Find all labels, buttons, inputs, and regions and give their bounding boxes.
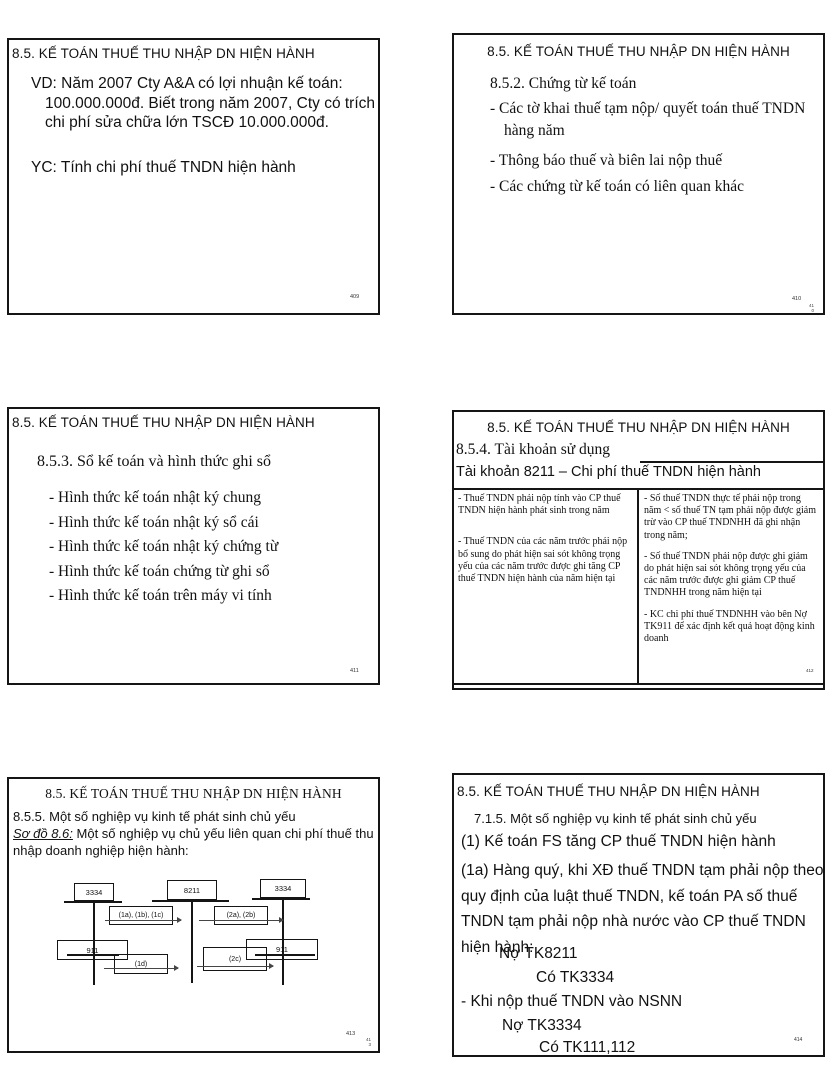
page-overlay-bottom: 0: [811, 308, 814, 313]
bullet-item: - Hình thức kế toán nhật ký chung: [49, 489, 262, 506]
slide-5-page-number-overlay: [361, 1037, 371, 1047]
slide-6-page-number: 414: [794, 1037, 803, 1043]
account-box-3334-right: 3334: [260, 879, 306, 898]
bullet-item: - Các tờ khai thuế tạm nộp/ quyết toán thuế TNDN hàng năm: [490, 100, 806, 139]
bullet-item: - Hình thức kế toán nhật ký chứng từ: [49, 538, 279, 555]
flow-arrow-1d: [104, 968, 178, 969]
slide-4: [452, 410, 825, 690]
t-line-911-left: [67, 954, 119, 956]
journal-credit-111-112: Có TK111,112: [539, 1039, 636, 1056]
slide-1: [7, 38, 380, 315]
flow-label-1d: (1d): [114, 954, 168, 974]
slide-2: [452, 33, 825, 315]
arrowhead-icon: [269, 963, 274, 969]
flow-label-2ab: (2a), (2b): [214, 906, 268, 925]
slide-4-title: 8.5. KẾ TOÁN THUẾ THU NHẬP DN HIỆN HÀNH: [487, 420, 790, 435]
table-header-rule: [454, 488, 823, 490]
slide-4-heading-account-8211: Tài khoản 8211 – Chi phí thuế TNDN hiện hành: [456, 464, 761, 480]
bullet-item: - Thông báo thuế và biên lai nộp thuế: [490, 152, 723, 169]
table-cell-debit: [458, 493, 632, 604]
journal-debit-8211: Nợ TK8211: [499, 945, 578, 962]
table-cell-paragraph: - Thuế TNDN phải nộp tính vào CP thuế TNDN hiện hành phát sinh trong năm: [458, 493, 621, 517]
table-top-rule-right: [640, 461, 823, 463]
bullet-item: - Hình thức kế toán trên máy vi tính: [49, 587, 272, 604]
slide-1-page-number: 409: [350, 294, 360, 300]
page-overlay-top: 41: [808, 303, 814, 308]
account-box-8211: 8211: [167, 880, 217, 900]
bullet-item: - Các chứng từ kế toán có liên quan khác: [490, 178, 744, 195]
slide-4-page-number: 412: [806, 668, 814, 673]
slide-6-title: 8.5. KẾ TOÁN THUẾ THU NHẬP DN HIỆN HÀNH: [457, 784, 760, 799]
slide-3-title: 8.5. KẾ TOÁN THUẾ THU NHẬP DN HIỆN HÀNH: [12, 415, 315, 430]
slide-5-heading: 8.5.5. Một số nghiệp vụ kinh tế phát sinh chủ yếu: [13, 809, 296, 824]
t-account-diagram: [9, 779, 382, 1055]
table-cell-paragraph: - Số thuế TNDN phải nộp được ghi giảm do phát hiện sai sót không trọng yếu của các năm trước được ghi giảm CP thuế TNDNHH trong năm hiện tại: [644, 550, 808, 599]
page-overlay-top: 41: [365, 1037, 371, 1042]
slide-5-page-number: 413: [346, 1031, 356, 1037]
arrowhead-icon: [174, 965, 179, 971]
flow-label-2c: (2c): [203, 947, 267, 971]
slide-2-page-number-overlay: [804, 303, 814, 313]
slide-1-example-text: VD: Năm 2007 Cty A&A có lợi nhuận kế toán: 100.000.000đ. Biết trong năm 2007, Cty có trích chi phí sửa chữa lớn TSCĐ 10.000.000đ.: [31, 75, 376, 131]
slide-5-title: 8.5. KẾ TOÁN THUẾ THU NHẬP DN HIỆN HÀNH: [45, 786, 342, 801]
slide-1-requirement-text: YC: Tính chi phí thuế TNDN hiện hành: [31, 159, 296, 176]
bullet-item: - Hình thức kế toán chứng từ ghi sổ: [49, 562, 270, 580]
table-cell-paragraph: - Số thuế TNDN thực tế phải nộp trong năm < số thuế TN tạm phải nộp được giảm trừ vào CP thuế TNDNHH đã ghi nhận trong năm;: [644, 493, 816, 541]
table-column-divider: [637, 488, 639, 684]
journal-debit-3334: Nợ TK3334: [502, 1017, 582, 1034]
slide-6: [452, 773, 825, 1057]
account-box-911-right: 911: [246, 939, 318, 960]
slide-6-entry-1-heading: (1) Kế toán FS tăng CP thuế TNDN hiện hành: [461, 833, 776, 850]
slide-2-bullet-list: [490, 98, 812, 198]
account-box-3334-left: 3334: [74, 883, 114, 901]
slide-3-page-number: 411: [350, 668, 359, 674]
account-box-911-left: 911: [57, 940, 128, 960]
table-bottom-rule: [454, 683, 823, 685]
slide-6-paragraph-1a: (1a) Hàng quý, khi XĐ thuế TNDN tạm phải nộp theo quy định của luật thuế TNDN, kế toán PA số thuế TNDN tạm phải nộp nhà nước vào CP thuế TNDN hiện hành:: [461, 862, 824, 956]
slide-3: [7, 407, 380, 685]
t-line-911-right: [255, 954, 315, 956]
arrowhead-icon: [279, 917, 284, 923]
flow-arrow-1abc: [105, 920, 181, 921]
table-cell-paragraph: - Thuế TNDN của các năm trước phải nộp bổ sung do phát hiện sai sót không trọng yếu của các năm trước được ghi tăng CP thuế TNDN hiện hành của năm hiện tại: [458, 536, 628, 585]
t-line-3334-right: [252, 898, 310, 900]
flow-label-1abc: (1a), (1b), (1c): [109, 906, 173, 925]
slide-3-bullet-list: [49, 486, 369, 609]
journal-credit-3334: Có TK3334: [536, 969, 615, 986]
t-stem-8211: [191, 900, 193, 983]
slide-5: [7, 777, 380, 1053]
arrowhead-icon: [177, 917, 182, 923]
slide-3-heading: 8.5.3. Sổ kế toán và hình thức ghi sổ: [37, 453, 271, 470]
slide-1-title: 8.5. KẾ TOÁN THUẾ THU NHẬP DN HIỆN HÀNH: [12, 46, 315, 61]
scheme-description: Một số nghiệp vụ chủ yếu liên quan chi phí thuế thu nhập doanh nghiệp hiện hành:: [13, 826, 374, 858]
table-cell-paragraph: - KC chi phí thuế TNDNHH vào bên Nợ TK911 để xác định kết quả hoạt động kinh doanh: [644, 608, 815, 645]
page-overlay-bottom: 3: [368, 1042, 371, 1047]
slide-2-heading: 8.5.2. Chứng từ kế toán: [490, 75, 637, 92]
slide-2-title: 8.5. KẾ TOÁN THUẾ THU NHẬP DN HIỆN HÀNH: [487, 44, 790, 59]
slide-6-subheading: 7.1.5. Một số nghiệp vụ kinh tế phát sinh chủ yếu: [474, 811, 757, 826]
flow-arrow-2c: [197, 966, 273, 967]
flow-arrow-2ab: [199, 920, 283, 921]
table-cell-credit: [644, 493, 820, 654]
slide-6-line-pay-tax: - Khi nộp thuế TNDN vào NSNN: [461, 993, 683, 1010]
slide-2-page-number: 410: [792, 296, 802, 302]
bullet-item: - Hình thức kế toán nhật ký sổ cái: [49, 513, 259, 531]
slide-4-heading-accounts: 8.5.4. Tài khoản sử dụng: [456, 441, 611, 458]
scheme-label: Sơ đồ 8.6:: [13, 826, 73, 841]
